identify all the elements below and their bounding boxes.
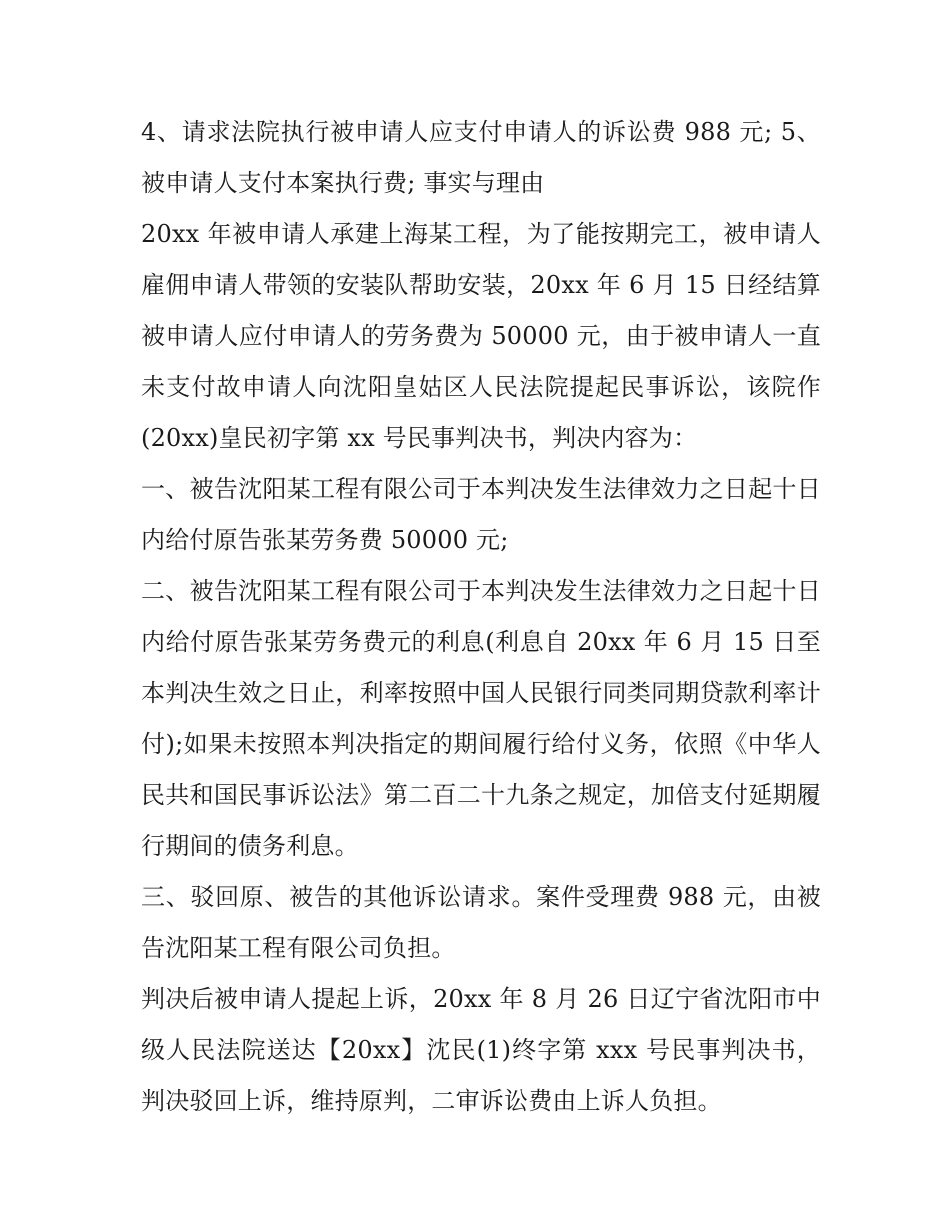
paragraph-facts: 20xx 年被申请人承建上海某工程，为了能按期完工，被申请人雇佣申请人带领的安装队帮助安装，20xx 年 6 月 15 日经结算被申请人应付申请人的劳务费为 50000 元，由于被申请人一直未支付故申请人向沈阳皇姑区人民法院提起民事诉讼，该院作(20xx)皇民初字第 xx 号民事判决书，判决内容为： bbox=[141, 220, 821, 452]
document-body bbox=[141, 107, 821, 1127]
paragraph-judgment-1: 一、被告沈阳某工程有限公司于本判决发生法律效力之日起十日内给付原告张某劳务费 50000 元; bbox=[141, 475, 821, 554]
paragraph-request-4-5: 4、请求法院执行被申请人应支付申请人的诉讼费 988 元; 5、被申请人支付本案执行费; 事实与理由 bbox=[141, 118, 821, 197]
paragraph-appeal: 判决后被申请人提起上诉，20xx 年 8 月 26 日辽宁省沈阳市中级人民法院送达【20xx】沈民(1)终字第 xxx 号民事判决书，判决驳回上诉，维持原判，二审诉讼费由上诉人负担。 bbox=[141, 985, 821, 1115]
paragraph-judgment-3: 三、驳回原、被告的其他诉讼请求。案件受理费 988 元，由被告沈阳某工程有限公司负担。 bbox=[141, 883, 821, 962]
paragraph-judgment-2: 二、被告沈阳某工程有限公司于本判决发生法律效力之日起十日内给付原告张某劳务费元的利息(利息自 20xx 年 6 月 15 日至本判决生效之日止，利率按照中国人民银行同类同期贷款利率计付);如果未按照本判决指定的期间履行给付义务，依照《中华人民共和国民事诉讼法》第二百二十九条之规定，加倍支付延期履行期间的债务利息。 bbox=[141, 577, 821, 860]
